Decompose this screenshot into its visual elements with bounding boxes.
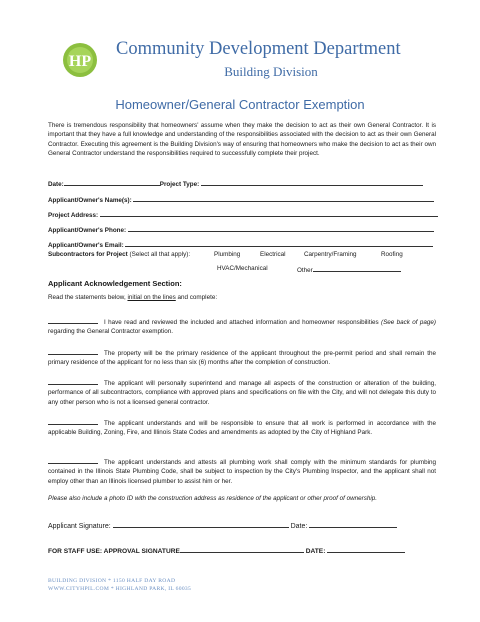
statement-2-text: The property will be the primary residence of the applicant throughout the pre-permit period and shall remain the primary residence of the applicant for no less than six (6) months after the completion of construction. <box>48 350 436 367</box>
form-title: Homeowner/General Contractor Exemption <box>115 97 365 112</box>
footer-address: BUILDING DIVISION * 1150 HALF DAY ROAD <box>48 578 176 584</box>
statement-3 <box>48 378 436 407</box>
acknowledgement-heading: Applicant Acknowledgement Section: <box>48 279 182 288</box>
department-name: Community Development Department <box>116 39 401 59</box>
project-address-label: Project Address: <box>48 212 99 219</box>
statement-5-text: The applicant understands and attests all plumbing work shall comply with the minimum standards for plumbing contained in the Illinois State Plumbing Code, shall be subject to inspection by the City's Plumbing Inspector, and the applicant shall not employ other than an Illinois licensed plumber to assist him or her. <box>48 459 436 485</box>
initial-field-4[interactable] <box>48 418 98 425</box>
project-address-row <box>48 210 438 219</box>
project-type-label: Project Type: <box>159 181 200 188</box>
other-field[interactable] <box>313 265 401 272</box>
option-plumbing[interactable]: Plumbing <box>214 251 241 258</box>
instruction-underlined: initial on the lines <box>127 294 176 301</box>
statement-1-ref: (See back of page) <box>380 319 436 326</box>
statement-4-text: The applicant understands and will be responsible to ensure that all work is performed in accordance with the applicable Building, Zoning, Fire, and Illinois State Codes and amendments as adopted by the City of Highland Park. <box>48 420 436 437</box>
statement-5 <box>48 457 436 486</box>
phone-field[interactable] <box>128 225 434 232</box>
project-address-field[interactable] <box>100 210 438 217</box>
signature-date-label: Date: <box>290 523 308 530</box>
option-other-label: Other <box>297 267 313 274</box>
applicant-name-row <box>48 195 434 204</box>
option-hvac[interactable]: HVAC/Mechanical <box>217 265 268 272</box>
intro-paragraph: There is tremendous responsibility that homeowners' assume when they make the decision to act as their own General Contractor. It is important that they have a full knowledge and understanding of the responsibilities associated with the decision to act as their own General Contractor. Executing this agreement is the Building Division's way of ensuring that homeowners who make the decision to act as their own General Contractor understand the responsibilities required to successfully complete their project. <box>48 122 436 157</box>
initial-field-5[interactable] <box>48 457 98 464</box>
initial-field-1[interactable] <box>48 317 98 324</box>
footer <box>48 577 191 593</box>
initial-field-3[interactable] <box>48 378 98 385</box>
statement-2 <box>48 348 436 368</box>
signature-date-field[interactable] <box>309 521 397 528</box>
staff-approval-label: FOR STAFF USE: APPROVAL SIGNATURE <box>48 548 180 555</box>
instruction-post: and complete: <box>175 294 218 301</box>
statement-1-text: I have read and reviewed the included and attached information and homeowner responsibilities <box>104 319 381 326</box>
phone-row <box>48 225 434 234</box>
email-label: Applicant/Owner's Email: <box>48 242 124 249</box>
email-field[interactable] <box>125 240 433 247</box>
option-roofing[interactable]: Roofing <box>381 251 403 258</box>
phone-label: Applicant/Owner's Phone: <box>48 227 127 234</box>
signature-label: Applicant Signature: <box>48 523 111 530</box>
signature-row <box>48 521 397 530</box>
subcontractors-hint: (Select all that apply): <box>129 251 191 258</box>
applicant-name-label: Applicant/Owner's Name(s): <box>48 197 132 204</box>
subcontractors-row <box>48 251 190 258</box>
statement-3-text: The applicant will personally superintend and manage all aspects of the construction or alteration of the building, performance of all subcontractors, compliance with approved plans and specifications on file with the City, and will not delegate this duty to any other person who is not a licensed general contractor. <box>48 380 436 406</box>
instruction-line <box>48 294 217 301</box>
email-row <box>48 240 433 249</box>
project-type-field[interactable] <box>201 179 423 186</box>
date-project-row <box>48 179 423 188</box>
statement-1 <box>48 317 436 337</box>
photo-id-note: Please also include a photo ID with the construction address as residence of the applicant or other proof of ownership. <box>48 495 378 502</box>
statement-4 <box>48 418 436 438</box>
staff-date-label: DATE: <box>305 548 326 555</box>
svg-text:HP: HP <box>68 53 92 70</box>
footer-website: WWW.CITYHPIL.COM * HIGHLAND PARK, IL 60035 <box>48 586 192 592</box>
applicant-name-field[interactable] <box>133 195 434 202</box>
division-name: Building Division <box>224 64 318 79</box>
signature-field[interactable] <box>113 521 289 528</box>
option-other[interactable] <box>297 265 401 274</box>
option-carpentry[interactable]: Carpentry/Framing <box>304 251 357 258</box>
statement-1-end: regarding the General Contractor exemption. <box>48 328 173 336</box>
subcontractors-label: Subcontractors for Project <box>48 251 128 258</box>
staff-date-field[interactable] <box>327 546 405 553</box>
option-electrical[interactable]: Electrical <box>260 251 286 258</box>
staff-approval-field[interactable] <box>180 546 304 553</box>
date-field[interactable] <box>64 179 160 186</box>
initial-field-2[interactable] <box>48 348 98 355</box>
date-label: Date: <box>48 181 64 188</box>
instruction-pre: Read the statements below, <box>48 294 128 301</box>
staff-approval-row <box>48 546 405 555</box>
letterhead <box>36 36 456 88</box>
